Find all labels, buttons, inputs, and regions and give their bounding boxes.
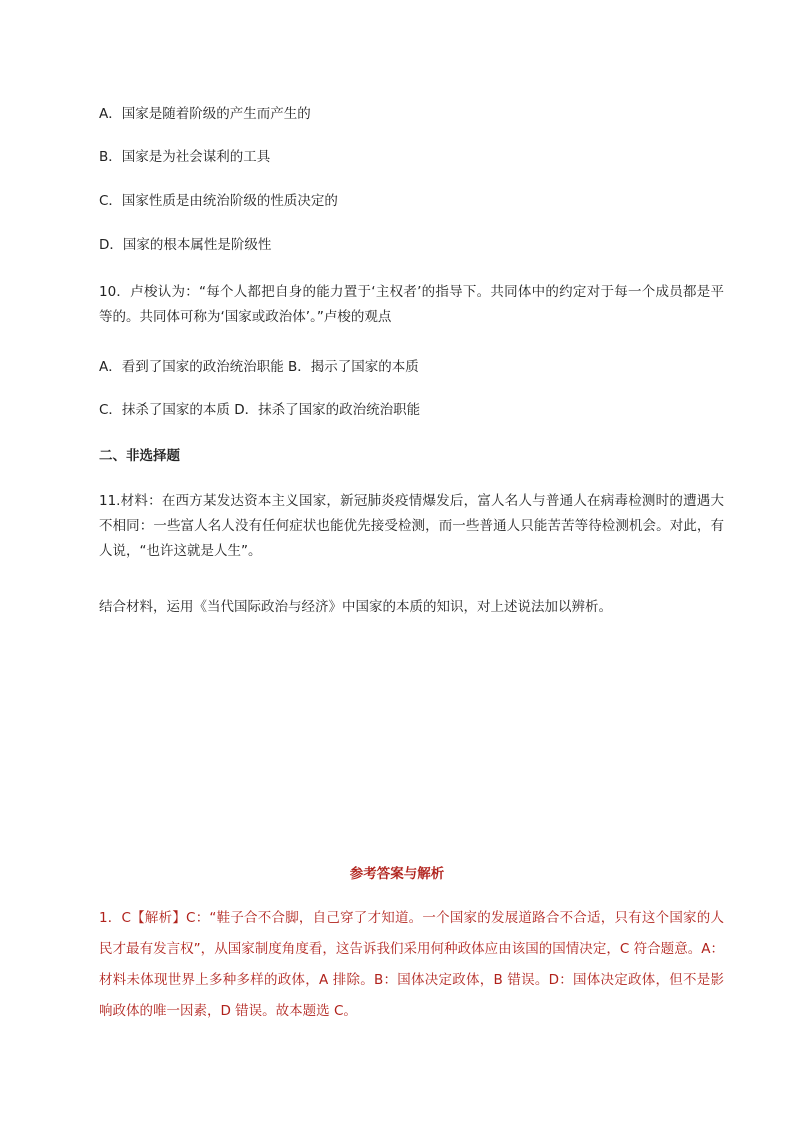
q10-stem: 10．卢梭认为：“每个人都把自身的能力置于‘主权者’的指导下。共同体中的约定对于每一个成员都是平等的。共同体可称为‘国家或政治体’。”卢梭的观点 [99, 284, 724, 325]
q9-option-c: C．国家性质是由统治阶级的性质决定的 [99, 193, 338, 209]
answers-title: 参考答案与解析 [349, 866, 445, 882]
q11-material: 11.材料：在西方某发达资本主义国家，新冠肺炎疫情爆发后，富人名人与普通人在病毒检测时的遭遇大不相同：一些富人名人没有任何症状也能优先接受检测，而一些普通人只能苦苦等待检测机会。对此，有人说，“也许这就是人生”。 [99, 493, 724, 559]
answer-1: 1．C【解析】C：“鞋子合不合脚，自己穿了才知道。一个国家的发展道路合不合适，只有这个国家的人民才最有发言权”，从国家制度角度看，这告诉我们采用何种政体应由该国的国情决定，C 符合题意。A：材料未体现世界上多种多样的政体，A 排除。B：国体决定政体，B 错误。D：国体决定政体，但不是影响政体的唯一因素，D 错误。故本题选 C。 [99, 910, 724, 1019]
q9-option-a: A．国家是随着阶级的产生而产生的 [99, 106, 311, 122]
q9-option-b: B．国家是为社会谋利的工具 [99, 149, 271, 165]
q11-task: 结合材料，运用《当代国际政治与经济》中国家的本质的知识，对上述说法加以辨析。 [99, 599, 612, 615]
q10-options-ab: A．看到了国家的政治统治职能 B．揭示了国家的本质 [99, 359, 419, 375]
q9-option-d: D．国家的根本属性是阶级性 [99, 237, 272, 253]
q10-options-cd: C．抹杀了国家的本质 D．抹杀了国家的政治统治职能 [99, 402, 421, 418]
section-heading: 二、非选择题 [99, 448, 180, 464]
